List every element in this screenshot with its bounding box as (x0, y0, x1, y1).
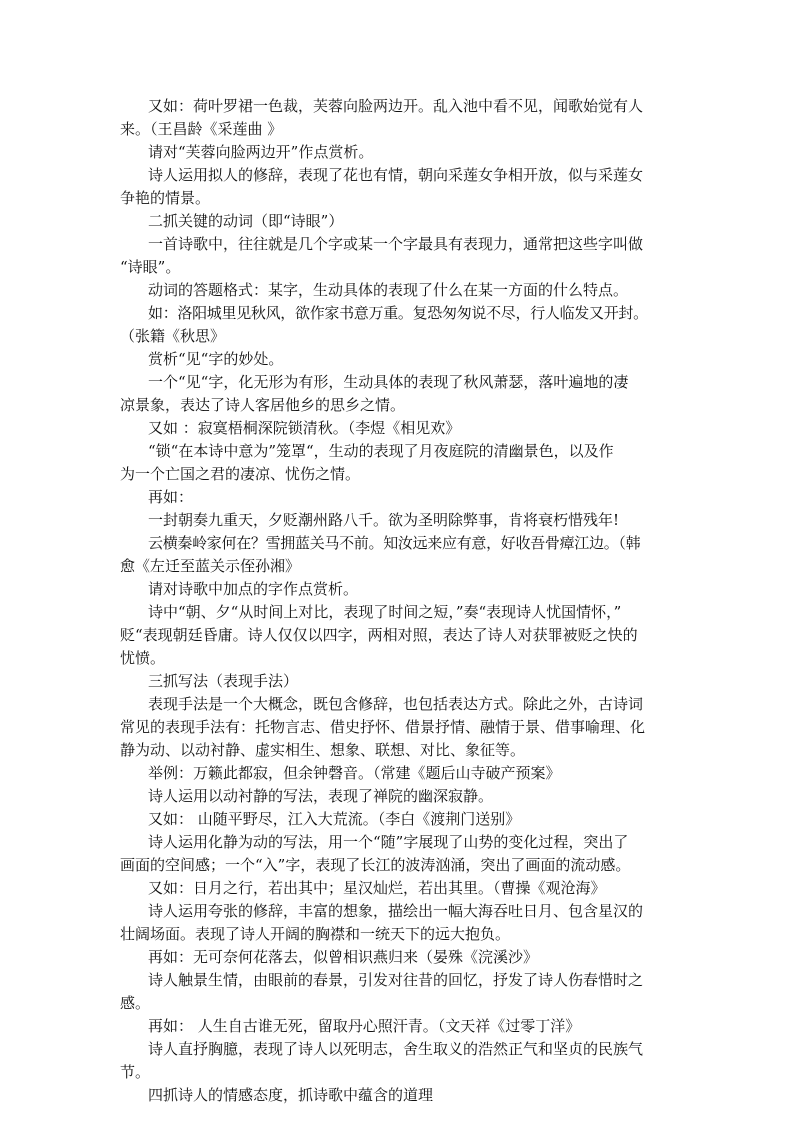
text-line: 动词的答题格式：某字，生动具体的表现了什么在某一方面的什么特点。 (148, 281, 629, 299)
text-line: 请对诗歌中加点的字作点赏析。 (148, 580, 359, 598)
text-line: “诗眼”。 (120, 258, 181, 276)
text-line: 诗人运用以动衬静的写法，表现了禅院的幽深寂静。 (148, 787, 494, 805)
text-line: 请对“芙蓉向脸两边开”作点赏析。 (148, 143, 374, 161)
text-line: 诗人运用化静为动的写法，用一个“随”字展现了山势的变化过程，突出了 (148, 833, 629, 851)
text-line: 又如 ：寂寞梧桐深院锁清秋。（李煜《相见欢》 (148, 419, 461, 437)
text-line: 诗人运用夸张的修辞，丰富的想象，描绘出一幅大海吞吐日月、包含星汉的 (148, 902, 644, 920)
text-line: 诗人运用拟人的修辞，表现了花也有情，朝向采莲女争相开放，似与采莲女 (148, 166, 644, 184)
text-line: 再如：无可奈何花落去，似曾相识燕归来（晏殊《浣溪沙》 (148, 948, 539, 966)
text-line: 一个“见“字，化无形为有形，生动具体的表现了秋风萧瑟，落叶遍地的凄 (148, 373, 629, 391)
text-line: 如：洛阳城里见秋风，欲作家书意万重。复恐匆匆说不尽，行人临发又开封。 (148, 304, 648, 322)
text-line: 一封朝奏九重天，夕贬潮州路八千。欲为圣明除弊事，肯将衰朽惜残年! (148, 511, 620, 529)
text-line: 诗人触景生情，由眼前的春景，引发对往昔的回忆，抒发了诗人伤春惜时之 (148, 971, 644, 989)
text-line: 静为动、以动衬静、虚实相生、想象、联想、对比、象征等。 (120, 741, 526, 759)
text-line: 举例：万籁此都寂，但余钟磬音。（常建《题后山寺破产预案》 (148, 764, 561, 782)
text-line: 又如：荷叶罗裙一色裁，芙蓉向脸两边开。乱入池中看不见，闻歌始觉有人 (148, 97, 644, 115)
text-line: 感。 (120, 994, 151, 1012)
text-line: 诗人直抒胸臆，表现了诗人以死明志，舍生取义的浩然正气和坚贞的民族气 (148, 1040, 644, 1058)
text-line: 诗中“朝、夕“从时间上对比，表现了时间之短，”奏“表现诗人忧国情怀，” (148, 603, 622, 621)
text-line: （张籍《秋思》 (120, 327, 226, 345)
text-line: 再如： (148, 488, 194, 506)
text-line: 又如： 山随平野尽，江入大荒流。（李白《渡荆门送别》 (148, 810, 521, 828)
text-line: 来。（王昌龄《采莲曲 》 (120, 120, 283, 138)
section-heading: 二抓关键的动词（即“诗眼”） (148, 212, 344, 230)
text-line: 壮阔场面。表现了诗人开阔的胸襟和一统天下的远大抱负。 (120, 925, 511, 943)
text-line: 凉景象，表达了诗人客居他乡的思乡之情。 (120, 396, 406, 414)
text-line: 表现手法是一个大概念，既包含修辞，也包括表达方式。除此之外，古诗词 (148, 695, 644, 713)
text-line: 再如： 人生自古谁无死，留取丹心照汗青。（文天祥《过零丁洋》 (148, 1017, 581, 1035)
text-line: 节。 (120, 1063, 151, 1081)
text-line: 常见的表现手法有：托物言志、借史抒怀、借景抒情、融情于景、借事喻理、化 (120, 718, 646, 736)
section-heading: 四抓诗人的情感态度，抓诗歌中蕴含的道理 (148, 1086, 434, 1104)
text-line: 又如：日月之行，若出其中；星汉灿烂，若出其里。（曹操《观沧海》 (148, 879, 606, 897)
text-line: 忧愤。 (120, 649, 166, 667)
text-line: 画面的空间感；一个“入”字，表现了长江的波涛汹涌，突出了画面的流动感。 (120, 856, 631, 874)
text-line: 贬“表现朝廷昏庸。诗人仅仅以四字，两相对照，表达了诗人对获罪被贬之快的 (120, 626, 638, 644)
text-line: “锁“在本诗中意为”笼罩“，生动的表现了月夜庭院的清幽景色，以及作 (148, 442, 614, 460)
text-line: 愈《左迁至蓝关示侄孙湘》 (120, 557, 301, 575)
document-page (120, 95, 676, 1107)
section-heading: 三抓写法（表现手法） (148, 672, 299, 690)
text-line: 为一个亡国之君的凄凉、忧伤之情。 (120, 465, 361, 483)
text-line: 争艳的情景。 (120, 189, 211, 207)
text-line: 一首诗歌中，往往就是几个字或某一个字最具有表现力，通常把这些字叫做 (148, 235, 644, 253)
text-line: 云横秦岭家何在？雪拥蓝关马不前。知汝远来应有意，好收吾骨瘴江边。（韩 (148, 534, 641, 552)
text-line: 赏析“见“字的妙处。 (148, 350, 284, 368)
